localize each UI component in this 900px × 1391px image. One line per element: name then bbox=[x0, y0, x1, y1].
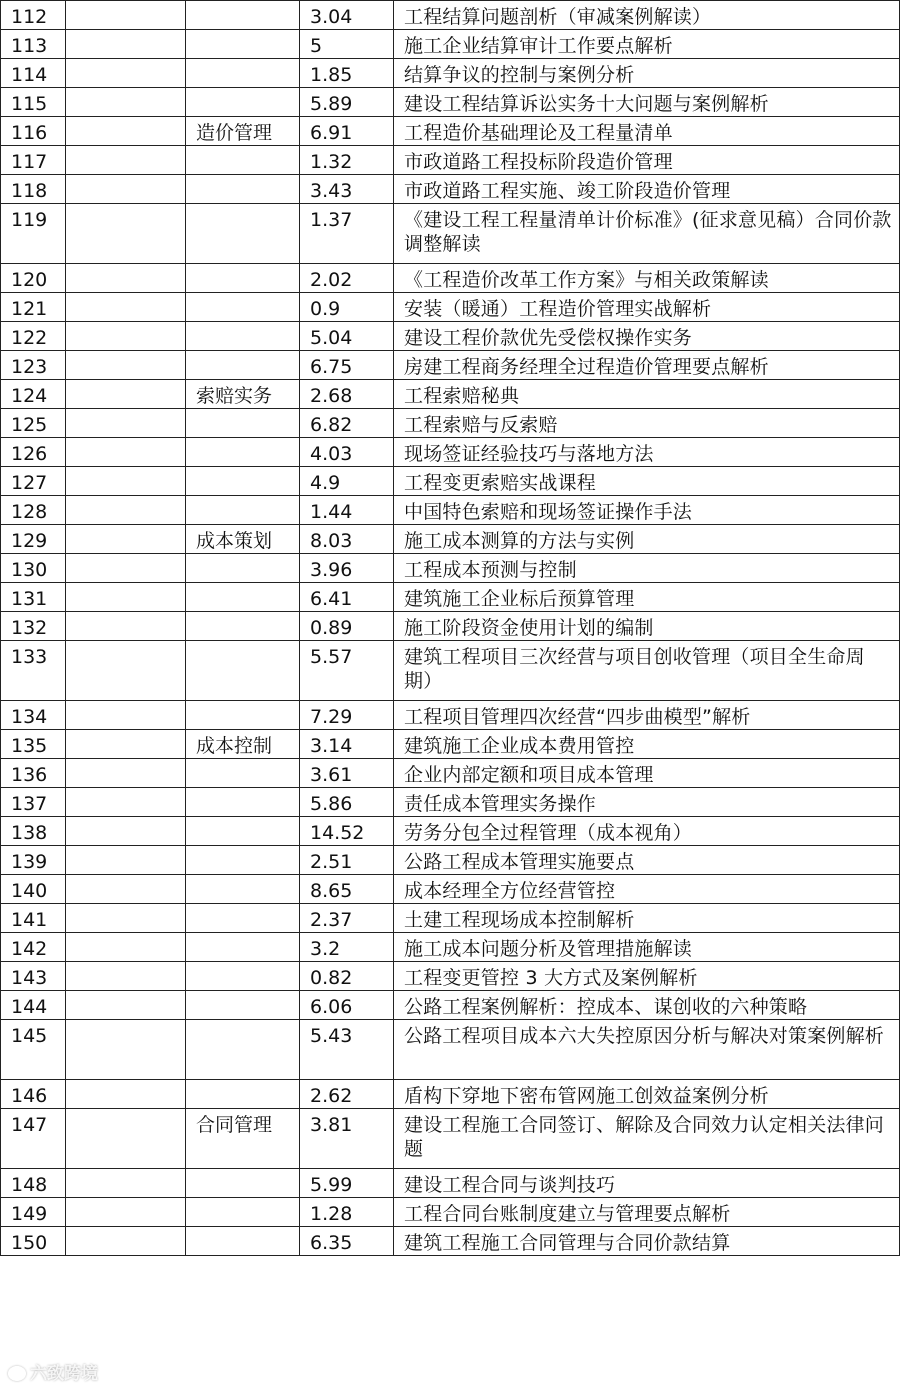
course-title-cell: 公路工程成本管理实施要点 bbox=[394, 846, 900, 875]
row-number-cell: 146 bbox=[1, 1080, 66, 1109]
course-title-cell: 工程变更索赔实战课程 bbox=[394, 467, 900, 496]
empty-cell bbox=[66, 701, 186, 730]
hours-cell: 1.32 bbox=[300, 146, 394, 175]
empty-cell bbox=[66, 1, 186, 30]
empty-cell bbox=[66, 59, 186, 88]
category-cell: 造价管理 bbox=[186, 117, 300, 146]
hours-cell: 3.96 bbox=[300, 554, 394, 583]
hours-cell: 3.43 bbox=[300, 175, 394, 204]
course-title-cell: 公路工程项目成本六大失控原因分析与解决对策案例解析 bbox=[394, 1020, 900, 1080]
empty-cell bbox=[66, 438, 186, 467]
table-row bbox=[1, 875, 900, 904]
table-row bbox=[1, 962, 900, 991]
hours-cell: 8.65 bbox=[300, 875, 394, 904]
hours-cell: 2.68 bbox=[300, 380, 394, 409]
category-cell bbox=[186, 351, 300, 380]
table-row bbox=[1, 991, 900, 1020]
row-number-cell: 147 bbox=[1, 1109, 66, 1169]
course-title-cell: 施工企业结算审计工作要点解析 bbox=[394, 30, 900, 59]
course-title-cell: 工程变更管控 3 大方式及案例解析 bbox=[394, 962, 900, 991]
row-number-cell: 127 bbox=[1, 467, 66, 496]
empty-cell bbox=[66, 817, 186, 846]
category-cell bbox=[186, 59, 300, 88]
category-cell bbox=[186, 293, 300, 322]
category-cell: 合同管理 bbox=[186, 1109, 300, 1169]
course-title-cell: 建设工程结算诉讼实务十大问题与案例解析 bbox=[394, 88, 900, 117]
row-number-cell: 148 bbox=[1, 1169, 66, 1198]
hours-cell: 3.61 bbox=[300, 759, 394, 788]
course-title-cell: 施工成本测算的方法与实例 bbox=[394, 525, 900, 554]
category-cell bbox=[186, 1, 300, 30]
table-row bbox=[1, 701, 900, 730]
row-number-cell: 138 bbox=[1, 817, 66, 846]
row-number-cell: 116 bbox=[1, 117, 66, 146]
category-cell bbox=[186, 1080, 300, 1109]
category-cell bbox=[186, 409, 300, 438]
empty-cell bbox=[66, 1169, 186, 1198]
hours-cell: 14.52 bbox=[300, 817, 394, 846]
row-number-cell: 139 bbox=[1, 846, 66, 875]
course-title-cell: 建筑施工企业成本费用管控 bbox=[394, 730, 900, 759]
table-row bbox=[1, 30, 900, 59]
row-number-cell: 123 bbox=[1, 351, 66, 380]
course-title-cell: 工程成本预测与控制 bbox=[394, 554, 900, 583]
table-row bbox=[1, 1198, 900, 1227]
course-title-cell: 施工阶段资金使用计划的编制 bbox=[394, 612, 900, 641]
table-row bbox=[1, 264, 900, 293]
table-row bbox=[1, 1, 900, 30]
empty-cell bbox=[66, 554, 186, 583]
course-title-cell: 工程造价基础理论及工程量清单 bbox=[394, 117, 900, 146]
category-cell bbox=[186, 701, 300, 730]
hours-cell: 6.06 bbox=[300, 991, 394, 1020]
hours-cell: 5.89 bbox=[300, 88, 394, 117]
empty-cell bbox=[66, 875, 186, 904]
row-number-cell: 124 bbox=[1, 380, 66, 409]
watermark bbox=[6, 1359, 98, 1384]
table-row bbox=[1, 59, 900, 88]
empty-cell bbox=[66, 264, 186, 293]
table-row bbox=[1, 730, 900, 759]
hours-cell: 0.89 bbox=[300, 612, 394, 641]
row-number-cell: 125 bbox=[1, 409, 66, 438]
hours-cell: 3.14 bbox=[300, 730, 394, 759]
row-number-cell: 144 bbox=[1, 991, 66, 1020]
course-title-cell: 《建设工程工程量清单计价标准》(征求意见稿）合同价款调整解读 bbox=[394, 204, 900, 264]
category-cell bbox=[186, 1227, 300, 1256]
category-cell bbox=[186, 759, 300, 788]
category-cell bbox=[186, 204, 300, 264]
category-cell bbox=[186, 962, 300, 991]
table-row bbox=[1, 438, 900, 467]
row-number-cell: 122 bbox=[1, 322, 66, 351]
empty-cell bbox=[66, 204, 186, 264]
hours-cell: 6.82 bbox=[300, 409, 394, 438]
table-row bbox=[1, 612, 900, 641]
category-cell bbox=[186, 175, 300, 204]
course-title-cell: 盾构下穿地下密布管网施工创效益案例分析 bbox=[394, 1080, 900, 1109]
category-cell bbox=[186, 904, 300, 933]
hours-cell: 7.29 bbox=[300, 701, 394, 730]
category-cell bbox=[186, 583, 300, 612]
empty-cell bbox=[66, 496, 186, 525]
table-row bbox=[1, 788, 900, 817]
course-title-cell: 工程项目管理四次经营“四步曲模型”解析 bbox=[394, 701, 900, 730]
hours-cell: 1.85 bbox=[300, 59, 394, 88]
category-cell bbox=[186, 554, 300, 583]
empty-cell bbox=[66, 612, 186, 641]
hours-cell: 4.03 bbox=[300, 438, 394, 467]
category-cell: 成本策划 bbox=[186, 525, 300, 554]
row-number-cell: 113 bbox=[1, 30, 66, 59]
watermark-logo-icon bbox=[6, 1363, 28, 1381]
empty-cell bbox=[66, 933, 186, 962]
hours-cell: 1.28 bbox=[300, 1198, 394, 1227]
table-row bbox=[1, 175, 900, 204]
category-cell bbox=[186, 496, 300, 525]
category-cell bbox=[186, 846, 300, 875]
category-cell bbox=[186, 641, 300, 701]
row-number-cell: 135 bbox=[1, 730, 66, 759]
category-cell bbox=[186, 322, 300, 351]
table-row bbox=[1, 1109, 900, 1169]
table-row bbox=[1, 583, 900, 612]
table-row bbox=[1, 904, 900, 933]
row-number-cell: 130 bbox=[1, 554, 66, 583]
hours-cell: 2.02 bbox=[300, 264, 394, 293]
category-cell bbox=[186, 264, 300, 293]
table-row bbox=[1, 409, 900, 438]
table-row bbox=[1, 351, 900, 380]
row-number-cell: 120 bbox=[1, 264, 66, 293]
course-title-cell: 建设工程合同与谈判技巧 bbox=[394, 1169, 900, 1198]
row-number-cell: 119 bbox=[1, 204, 66, 264]
row-number-cell: 137 bbox=[1, 788, 66, 817]
empty-cell bbox=[66, 1198, 186, 1227]
row-number-cell: 133 bbox=[1, 641, 66, 701]
category-cell bbox=[186, 467, 300, 496]
empty-cell bbox=[66, 117, 186, 146]
course-title-cell: 建设工程价款优先受偿权操作实务 bbox=[394, 322, 900, 351]
hours-cell: 2.51 bbox=[300, 846, 394, 875]
course-title-cell: 企业内部定额和项目成本管理 bbox=[394, 759, 900, 788]
hours-cell: 5 bbox=[300, 30, 394, 59]
course-title-cell: 市政道路工程投标阶段造价管理 bbox=[394, 146, 900, 175]
hours-cell: 6.35 bbox=[300, 1227, 394, 1256]
course-title-cell: 工程结算问题剖析（审减案例解读） bbox=[394, 1, 900, 30]
empty-cell bbox=[66, 467, 186, 496]
row-number-cell: 121 bbox=[1, 293, 66, 322]
category-cell bbox=[186, 438, 300, 467]
course-title-cell: 房建工程商务经理全过程造价管理要点解析 bbox=[394, 351, 900, 380]
hours-cell: 5.43 bbox=[300, 1020, 394, 1080]
course-title-cell: 公路工程案例解析：控成本、谋创收的六种策略 bbox=[394, 991, 900, 1020]
hours-cell: 0.82 bbox=[300, 962, 394, 991]
category-cell bbox=[186, 788, 300, 817]
course-title-cell: 土建工程现场成本控制解析 bbox=[394, 904, 900, 933]
category-cell bbox=[186, 1169, 300, 1198]
course-title-cell: 现场签证经验技巧与落地方法 bbox=[394, 438, 900, 467]
hours-cell: 1.44 bbox=[300, 496, 394, 525]
category-cell bbox=[186, 933, 300, 962]
category-cell: 成本控制 bbox=[186, 730, 300, 759]
table-row bbox=[1, 380, 900, 409]
hours-cell: 5.57 bbox=[300, 641, 394, 701]
table-row bbox=[1, 293, 900, 322]
row-number-cell: 118 bbox=[1, 175, 66, 204]
course-title-cell: 工程合同台账制度建立与管理要点解析 bbox=[394, 1198, 900, 1227]
row-number-cell: 140 bbox=[1, 875, 66, 904]
row-number-cell: 126 bbox=[1, 438, 66, 467]
row-number-cell: 145 bbox=[1, 1020, 66, 1080]
row-number-cell: 115 bbox=[1, 88, 66, 117]
hours-cell: 2.62 bbox=[300, 1080, 394, 1109]
empty-cell bbox=[66, 322, 186, 351]
course-title-cell: 成本经理全方位经营管控 bbox=[394, 875, 900, 904]
table-row bbox=[1, 467, 900, 496]
empty-cell bbox=[66, 962, 186, 991]
row-number-cell: 150 bbox=[1, 1227, 66, 1256]
empty-cell bbox=[66, 409, 186, 438]
row-number-cell: 128 bbox=[1, 496, 66, 525]
empty-cell bbox=[66, 991, 186, 1020]
hours-cell: 5.99 bbox=[300, 1169, 394, 1198]
hours-cell: 6.91 bbox=[300, 117, 394, 146]
hours-cell: 5.04 bbox=[300, 322, 394, 351]
course-title-cell: 建筑工程施工合同管理与合同价款结算 bbox=[394, 1227, 900, 1256]
row-number-cell: 141 bbox=[1, 904, 66, 933]
category-cell bbox=[186, 817, 300, 846]
category-cell bbox=[186, 146, 300, 175]
empty-cell bbox=[66, 583, 186, 612]
empty-cell bbox=[66, 759, 186, 788]
course-table-body bbox=[1, 1, 900, 1256]
table-row bbox=[1, 759, 900, 788]
table-row bbox=[1, 817, 900, 846]
category-cell bbox=[186, 88, 300, 117]
course-title-cell: 建筑工程项目三次经营与项目创收管理（项目全生命周期） bbox=[394, 641, 900, 701]
table-row bbox=[1, 525, 900, 554]
empty-cell bbox=[66, 351, 186, 380]
table-row bbox=[1, 554, 900, 583]
table-row bbox=[1, 146, 900, 175]
course-title-cell: 建筑施工企业标后预算管理 bbox=[394, 583, 900, 612]
course-title-cell: 市政道路工程实施、竣工阶段造价管理 bbox=[394, 175, 900, 204]
table-row bbox=[1, 641, 900, 701]
hours-cell: 5.86 bbox=[300, 788, 394, 817]
table-row bbox=[1, 1227, 900, 1256]
row-number-cell: 132 bbox=[1, 612, 66, 641]
hours-cell: 3.2 bbox=[300, 933, 394, 962]
category-cell: 索赔实务 bbox=[186, 380, 300, 409]
empty-cell bbox=[66, 293, 186, 322]
hours-cell: 2.37 bbox=[300, 904, 394, 933]
hours-cell: 3.81 bbox=[300, 1109, 394, 1169]
course-title-cell: 安装（暖通）工程造价管理实战解析 bbox=[394, 293, 900, 322]
row-number-cell: 117 bbox=[1, 146, 66, 175]
row-number-cell: 149 bbox=[1, 1198, 66, 1227]
empty-cell bbox=[66, 846, 186, 875]
course-title-cell: 责任成本管理实务操作 bbox=[394, 788, 900, 817]
empty-cell bbox=[66, 1227, 186, 1256]
category-cell bbox=[186, 875, 300, 904]
hours-cell: 4.9 bbox=[300, 467, 394, 496]
table-row bbox=[1, 1080, 900, 1109]
course-title-cell: 施工成本问题分析及管理措施解读 bbox=[394, 933, 900, 962]
empty-cell bbox=[66, 30, 186, 59]
hours-cell: 6.75 bbox=[300, 351, 394, 380]
empty-cell bbox=[66, 641, 186, 701]
empty-cell bbox=[66, 525, 186, 554]
empty-cell bbox=[66, 788, 186, 817]
empty-cell bbox=[66, 730, 186, 759]
empty-cell bbox=[66, 380, 186, 409]
empty-cell bbox=[66, 904, 186, 933]
empty-cell bbox=[66, 1109, 186, 1169]
hours-cell: 1.37 bbox=[300, 204, 394, 264]
category-cell bbox=[186, 1020, 300, 1080]
hours-cell: 0.9 bbox=[300, 293, 394, 322]
course-title-cell: 工程索赔与反索赔 bbox=[394, 409, 900, 438]
category-cell bbox=[186, 991, 300, 1020]
row-number-cell: 114 bbox=[1, 59, 66, 88]
table-row bbox=[1, 496, 900, 525]
hours-cell: 3.04 bbox=[300, 1, 394, 30]
empty-cell bbox=[66, 175, 186, 204]
table-row bbox=[1, 88, 900, 117]
row-number-cell: 143 bbox=[1, 962, 66, 991]
row-number-cell: 129 bbox=[1, 525, 66, 554]
table-row bbox=[1, 1169, 900, 1198]
course-title-cell: 建设工程施工合同签订、解除及合同效力认定相关法律问题 bbox=[394, 1109, 900, 1169]
course-title-cell: 《工程造价改革工作方案》与相关政策解读 bbox=[394, 264, 900, 293]
row-number-cell: 131 bbox=[1, 583, 66, 612]
hours-cell: 8.03 bbox=[300, 525, 394, 554]
empty-cell bbox=[66, 1020, 186, 1080]
row-number-cell: 136 bbox=[1, 759, 66, 788]
row-number-cell: 112 bbox=[1, 1, 66, 30]
watermark-text: 六致跨境 bbox=[30, 1364, 98, 1384]
row-number-cell: 142 bbox=[1, 933, 66, 962]
category-cell bbox=[186, 1198, 300, 1227]
table-row bbox=[1, 846, 900, 875]
hours-cell: 6.41 bbox=[300, 583, 394, 612]
course-title-cell: 劳务分包全过程管理（成本视角） bbox=[394, 817, 900, 846]
row-number-cell: 134 bbox=[1, 701, 66, 730]
empty-cell bbox=[66, 1080, 186, 1109]
table-row bbox=[1, 322, 900, 351]
table-row bbox=[1, 204, 900, 264]
table-row bbox=[1, 1020, 900, 1080]
empty-cell bbox=[66, 146, 186, 175]
category-cell bbox=[186, 30, 300, 59]
table-row bbox=[1, 933, 900, 962]
empty-cell bbox=[66, 88, 186, 117]
course-title-cell: 中国特色索赔和现场签证操作手法 bbox=[394, 496, 900, 525]
category-cell bbox=[186, 612, 300, 641]
course-title-cell: 结算争议的控制与案例分析 bbox=[394, 59, 900, 88]
table-row bbox=[1, 117, 900, 146]
course-title-cell: 工程索赔秘典 bbox=[394, 380, 900, 409]
